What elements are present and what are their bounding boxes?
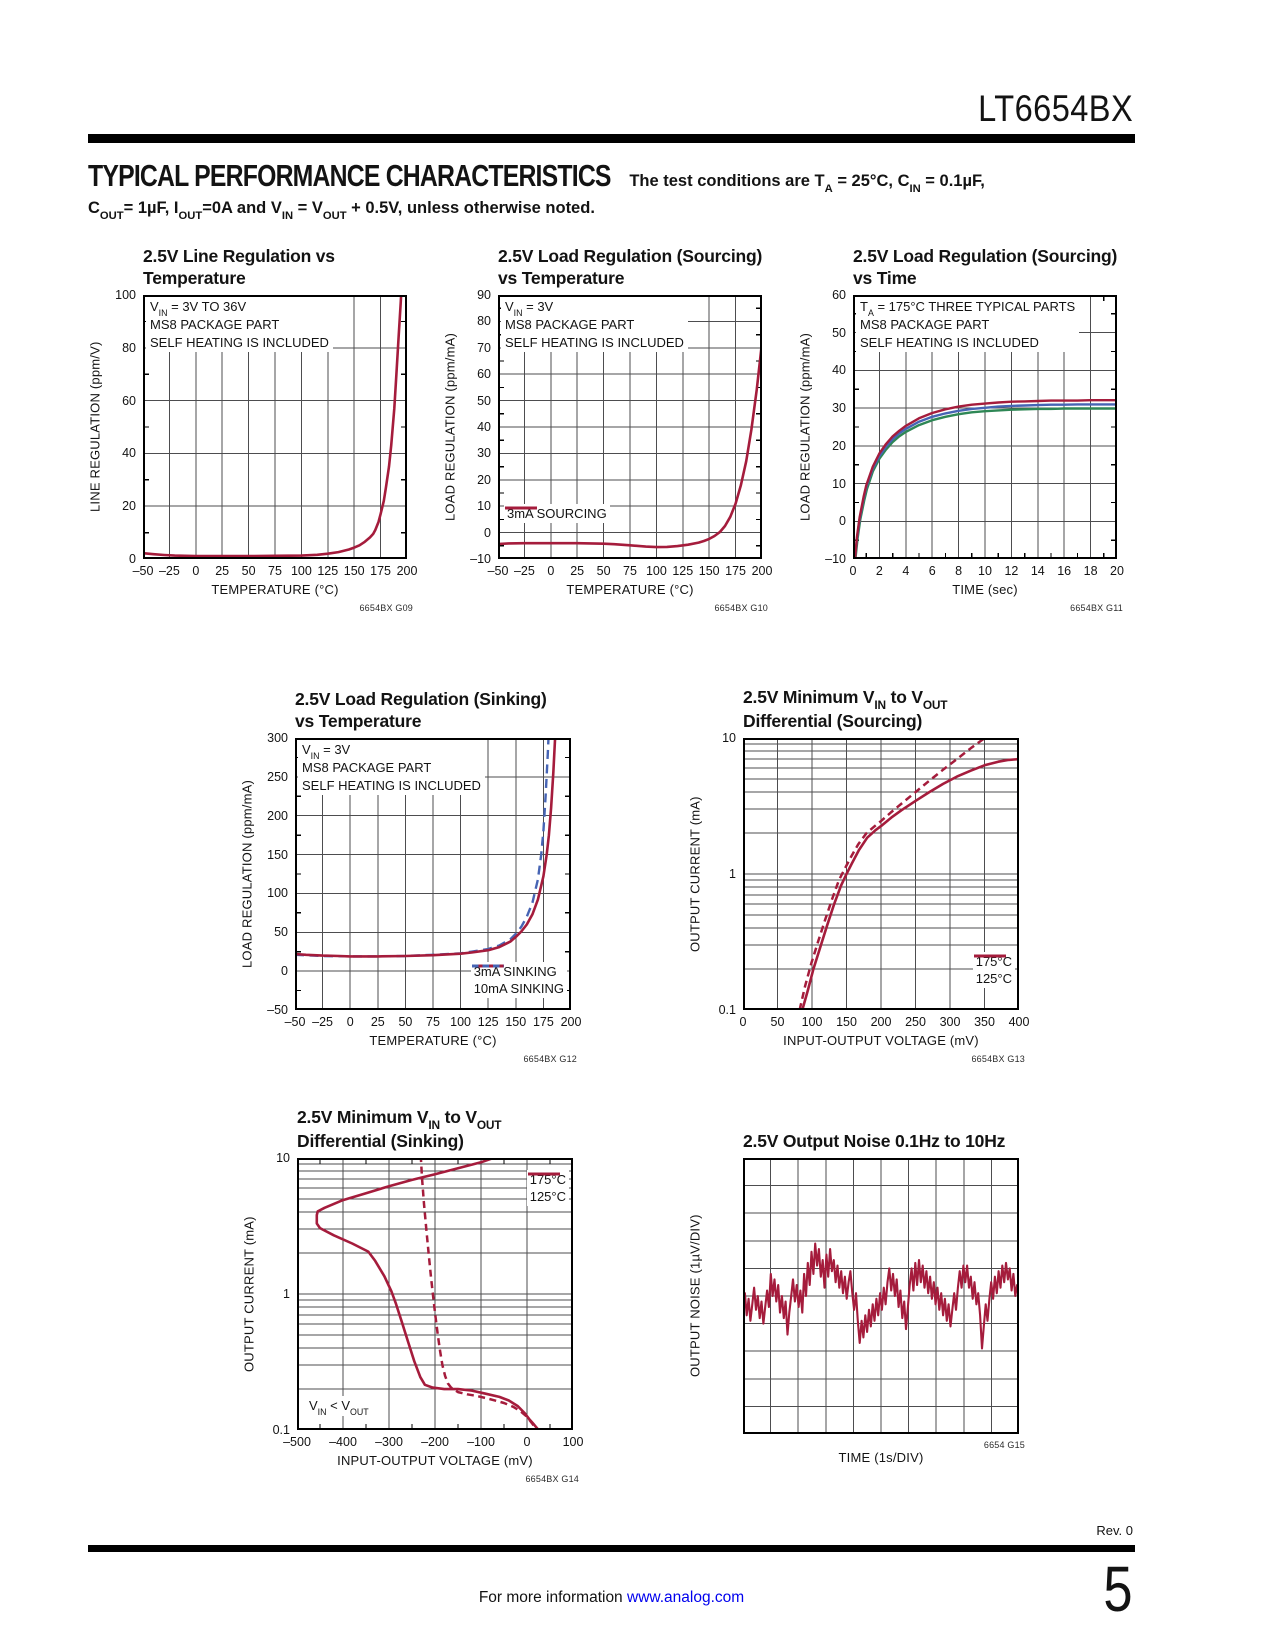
legend-line-sample xyxy=(471,962,505,970)
test-conditions-line2: $C_{OUT}= 1\mu F$, $I_{OUT}=0A$ and $V_{IN} = V_{OUT} + 0.5V$, unless otherwise noted. xyxy=(88,199,595,223)
x-tick-label: 150 xyxy=(505,1015,527,1029)
x-tick-label: 250 xyxy=(905,1015,926,1029)
x-tick-label: –100 xyxy=(467,1435,495,1449)
y-tick-label: 0 xyxy=(484,525,491,540)
x-tick-label: 0 xyxy=(849,564,857,578)
y-tick-label: 0 xyxy=(839,514,846,529)
y-tick-label: 10 xyxy=(477,499,491,514)
chart-title: 2.5V Load Regulation (Sinking) vs Temperature xyxy=(295,689,547,731)
chart-title: 2.5V Output Noise 0.1Hz to 10Hz xyxy=(743,1131,1006,1151)
x-tick-label: 50 xyxy=(596,564,611,578)
revision-label: Rev. 0 xyxy=(1096,1523,1133,1538)
x-tick-label: 18 xyxy=(1083,564,1098,578)
y-tick-label: 60 xyxy=(477,367,491,382)
legend-entry: 10mA SINKING xyxy=(474,980,564,997)
y-tick-label: 50 xyxy=(477,393,491,408)
chart-load-regulation-sinking-vs-temperature xyxy=(237,680,597,1072)
x-tick-label: 125 xyxy=(672,564,694,578)
x-tick-label: 50 xyxy=(398,1015,413,1029)
chart-load-regulation-sourcing-vs-temperature xyxy=(440,237,790,621)
figure-code: 6654BX G12 xyxy=(523,1054,577,1064)
chart-title: 2.5V Line Regulation vs Temperature xyxy=(143,246,335,288)
chart-line-regulation-vs-temperature xyxy=(85,237,435,621)
x-axis-title: TEMPERATURE (°C) xyxy=(211,582,339,597)
figure-code: 6654BX G09 xyxy=(359,603,413,613)
y-tick-label: 200 xyxy=(267,808,288,823)
legend-entry: 175°C xyxy=(976,953,1012,970)
legend-line-sample xyxy=(504,504,538,512)
y-axis-title: OUTPUT CURRENT (mA) xyxy=(241,1216,257,1372)
x-tick-label: 0 xyxy=(739,1015,747,1029)
y-tick-label: –10 xyxy=(470,552,491,566)
plot-annotation: $T_A = 175^\circ C$ THREE TYPICAL PARTS MS8 PACKAGE PART SELF HEATING IS INCLUDED xyxy=(856,297,1079,352)
y-tick-label: 20 xyxy=(832,438,846,453)
plot-area xyxy=(297,1158,573,1430)
x-tick-label: –300 xyxy=(375,1435,403,1449)
x-tick-label: 400 xyxy=(1008,1015,1030,1029)
chart-title: 2.5V Load Regulation (Sourcing) vs Temperature xyxy=(498,246,763,288)
y-tick-label: 90 xyxy=(477,288,491,302)
chart-title: 2.5V Minimum $V_{IN}$ to $V_{OUT}$ Differential (Sourcing) xyxy=(743,686,948,731)
x-axis-title: TIME (1s/DIV) xyxy=(838,1450,924,1465)
legend-entry: 175°C xyxy=(530,1171,566,1188)
x-tick-label: 200 xyxy=(396,564,418,578)
test-conditions-line1: The test conditions are $T_A = 25^\circ C$, $C_{IN} = 0.1\mu F$, xyxy=(629,172,985,196)
y-tick-label: 0 xyxy=(281,964,288,979)
plot-area xyxy=(295,738,571,1010)
x-tick-label: –25 xyxy=(158,564,180,578)
x-tick-label: –500 xyxy=(283,1435,311,1449)
chart-minimum-vin-vout-differential-sourcing xyxy=(685,680,1045,1072)
y-axis-title: LOAD REGULATION (ppm/mA) xyxy=(797,332,813,522)
x-tick-label: 25 xyxy=(570,564,585,578)
y-tick-label: 0 xyxy=(129,552,136,566)
plot-area xyxy=(743,1158,1019,1434)
plot-annotation: $V_{IN} = 3V$ MS8 PACKAGE PART SELF HEATING IS INCLUDED xyxy=(298,740,485,795)
x-tick-label: 350 xyxy=(974,1015,995,1029)
y-tick-label: 80 xyxy=(122,340,136,355)
y-tick-label: 20 xyxy=(477,472,491,487)
x-tick-label: 50 xyxy=(241,564,256,578)
y-axis-title: OUTPUT NOISE (1µV/DIV) xyxy=(687,1214,703,1378)
y-tick-label: 10 xyxy=(832,476,846,491)
x-tick-label: 2 xyxy=(875,564,883,578)
plot-legend xyxy=(973,952,1015,988)
footer-info xyxy=(88,1589,1135,1607)
legend-entry: 3mA SINKING xyxy=(474,963,564,980)
x-tick-label: 100 xyxy=(562,1435,584,1449)
plot-area xyxy=(743,738,1019,1010)
y-tick-label: 60 xyxy=(122,393,136,408)
x-tick-label: 0 xyxy=(547,564,555,578)
x-tick-label: 150 xyxy=(836,1015,857,1029)
x-tick-label: 175 xyxy=(370,564,392,578)
x-tick-label: 200 xyxy=(560,1015,582,1029)
x-tick-label: 75 xyxy=(268,564,282,578)
x-tick-label: 125 xyxy=(477,1015,499,1029)
x-axis-title: TEMPERATURE (°C) xyxy=(369,1033,497,1048)
y-tick-label: 50 xyxy=(832,325,846,340)
y-tick-label: –50 xyxy=(267,1003,288,1017)
plot-annotation: $V_{IN} < V_{OUT}$ xyxy=(305,1396,373,1416)
y-tick-label: 50 xyxy=(274,925,288,940)
footer-rule xyxy=(88,1545,1135,1552)
analog-website-link[interactable]: www.analog.com xyxy=(627,1589,745,1606)
x-tick-label: 100 xyxy=(645,564,667,578)
x-tick-label: 75 xyxy=(426,1015,440,1029)
x-tick-label: –25 xyxy=(513,564,535,578)
legend-entry: 125°C xyxy=(530,1188,566,1205)
x-tick-label: 20 xyxy=(1110,564,1124,578)
y-tick-label: 70 xyxy=(477,340,491,355)
x-tick-label: 200 xyxy=(870,1015,892,1029)
y-tick-label: 1 xyxy=(729,867,736,881)
y-tick-label: 10 xyxy=(722,731,736,745)
y-tick-label: 40 xyxy=(122,446,136,461)
x-tick-label: 12 xyxy=(1004,564,1019,578)
y-tick-label: –10 xyxy=(825,552,846,566)
x-tick-label: 150 xyxy=(343,564,365,578)
figure-code: 6654BX G11 xyxy=(1070,603,1123,613)
part-number: LT6654BX xyxy=(978,88,1133,129)
y-tick-label: 30 xyxy=(832,401,846,416)
x-tick-label: 100 xyxy=(290,564,312,578)
y-tick-label: 100 xyxy=(115,288,136,302)
y-tick-label: 10 xyxy=(276,1151,290,1165)
y-axis-title: LINE REGULATION (ppm/V) xyxy=(87,341,103,513)
x-tick-label: 150 xyxy=(698,564,720,578)
y-axis-title: LOAD REGULATION (ppm/mA) xyxy=(442,332,458,522)
plot-annotation: $V_{IN} = 3V$ MS8 PACKAGE PART SELF HEATING IS INCLUDED xyxy=(501,297,688,352)
y-tick-label: 0.1 xyxy=(272,1423,290,1437)
x-tick-label: 16 xyxy=(1057,564,1072,578)
legend-entry: 125°C xyxy=(976,970,1012,987)
header-rule xyxy=(88,134,1135,143)
x-tick-label: –50 xyxy=(284,1015,306,1029)
chart-title: 2.5V Minimum $V_{IN}$ to $V_{OUT}$ Differential (Sinking) xyxy=(297,1106,502,1151)
y-axis-title: OUTPUT CURRENT (mA) xyxy=(687,796,703,952)
plot-legend xyxy=(504,504,610,523)
footer-info-text: For more information xyxy=(478,1589,627,1606)
x-tick-label: 4 xyxy=(902,564,910,578)
plot-annotation: $V_{IN} = 3V$ TO 36V MS8 PACKAGE PART SELF HEATING IS INCLUDED xyxy=(146,297,333,352)
y-tick-label: 20 xyxy=(122,499,136,514)
figure-code: 6654BX G14 xyxy=(525,1474,579,1484)
x-tick-label: 6 xyxy=(928,564,936,578)
section-header xyxy=(88,158,1188,194)
y-axis-title: LOAD REGULATION (ppm/mA) xyxy=(239,779,255,969)
x-tick-label: 14 xyxy=(1030,564,1045,578)
y-tick-label: 100 xyxy=(267,886,288,901)
x-tick-label: 8 xyxy=(955,564,963,578)
x-tick-label: –200 xyxy=(421,1435,449,1449)
x-tick-label: 175 xyxy=(725,564,747,578)
y-tick-label: 30 xyxy=(477,446,491,461)
plot-area xyxy=(853,295,1117,559)
page-number: 5 xyxy=(1103,1553,1133,1625)
y-tick-label: 40 xyxy=(477,420,491,434)
x-axis-title: INPUT-OUTPUT VOLTAGE (mV) xyxy=(783,1033,979,1048)
legend-line-sample xyxy=(527,1170,561,1178)
x-tick-label: 25 xyxy=(215,564,230,578)
figure-code: 6654BX G13 xyxy=(971,1054,1025,1064)
y-tick-label: 80 xyxy=(477,314,491,329)
x-tick-label: 100 xyxy=(450,1015,472,1029)
x-tick-label: –400 xyxy=(329,1435,357,1449)
plot-legend xyxy=(527,1170,569,1206)
y-tick-label: 250 xyxy=(267,769,288,784)
figure-code: 6654BX G10 xyxy=(714,603,768,613)
y-tick-label: 150 xyxy=(267,847,288,862)
x-tick-label: 175 xyxy=(532,1015,554,1029)
legend-entry: 3mA SOURCING xyxy=(507,505,607,522)
x-tick-label: 10 xyxy=(978,564,992,578)
x-tick-label: 75 xyxy=(623,564,637,578)
chart-minimum-vin-vout-differential-sinking xyxy=(239,1100,599,1492)
x-tick-label: –50 xyxy=(487,564,509,578)
plot-area xyxy=(143,295,407,559)
x-tick-label: 0 xyxy=(192,564,200,578)
x-tick-label: 25 xyxy=(370,1015,385,1029)
x-axis-title: INPUT-OUTPUT VOLTAGE (mV) xyxy=(337,1453,533,1468)
legend-line-sample xyxy=(973,952,1007,960)
figure-code: 6654 G15 xyxy=(983,1440,1025,1450)
chart-output-noise xyxy=(685,1100,1045,1496)
y-tick-label: 0.1 xyxy=(718,1003,736,1017)
x-tick-label: 0 xyxy=(523,1435,531,1449)
x-tick-label: 200 xyxy=(751,564,773,578)
x-tick-label: 50 xyxy=(770,1015,785,1029)
x-axis-title: TIME (sec) xyxy=(952,582,1018,597)
section-title: TYPICAL PERFORMANCE CHARACTERISTICS xyxy=(88,158,611,193)
x-tick-label: 300 xyxy=(939,1015,961,1029)
x-tick-label: –25 xyxy=(312,1015,334,1029)
chart-title: 2.5V Load Regulation (Sourcing) vs Time xyxy=(853,246,1118,288)
y-tick-label: 300 xyxy=(267,731,288,745)
x-axis-title: TEMPERATURE (°C) xyxy=(566,582,694,597)
y-tick-label: 1 xyxy=(283,1287,290,1301)
y-tick-label: 60 xyxy=(832,288,846,302)
x-tick-label: 100 xyxy=(801,1015,823,1029)
x-tick-label: –50 xyxy=(132,564,154,578)
y-tick-label: 40 xyxy=(832,363,846,378)
plot-legend xyxy=(471,962,567,998)
chart-load-regulation-sourcing-vs-time xyxy=(795,237,1145,621)
plot-area xyxy=(498,295,762,559)
x-tick-label: 125 xyxy=(317,564,339,578)
x-tick-label: 0 xyxy=(346,1015,354,1029)
